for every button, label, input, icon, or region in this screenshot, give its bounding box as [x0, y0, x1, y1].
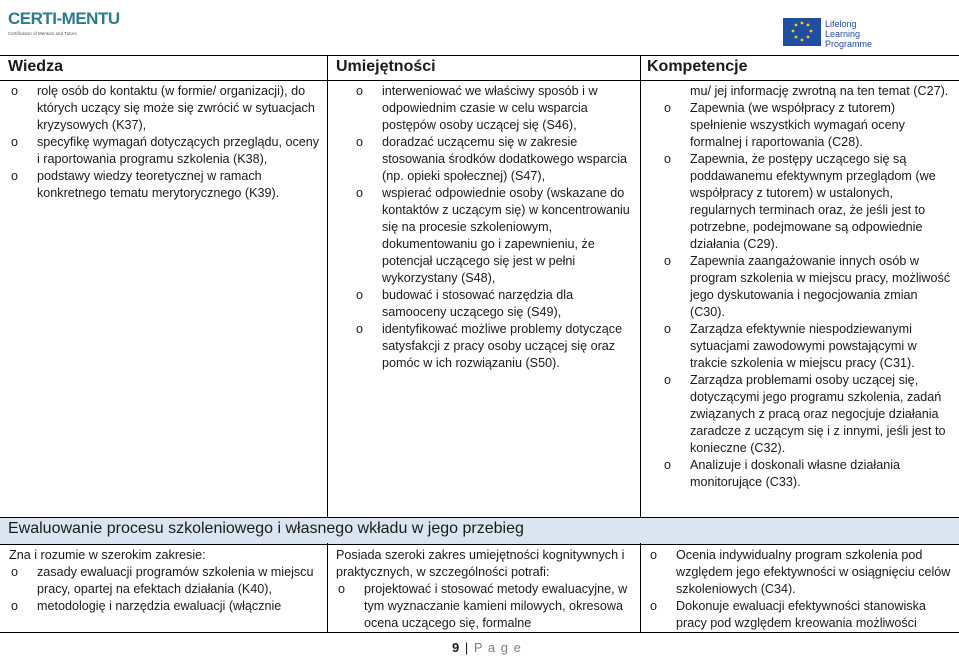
header-kompetencje: Kompetencje [647, 58, 748, 75]
column-divider-3 [327, 543, 328, 633]
eval-knowledge-column [9, 547, 323, 631]
list-item: o Dokonuje ewaluacji efektywności stanowiska pracy pod względem kreowania możliwości [648, 598, 954, 632]
list-item: o Ocenia indywidualny program szkolenia pod względem jego efektywności w osiągnięciu celów szkoleniowych (C34). [648, 547, 954, 598]
table-bottom-border [0, 632, 959, 633]
page-footer: 9 | P a g e [452, 640, 522, 655]
column-divider-1 [327, 55, 328, 517]
logo-line-1: Lifelong [825, 19, 857, 29]
eval-competences-column [648, 547, 954, 631]
lifelong-learning-programme-logo [783, 18, 879, 50]
list-item: o zasady ewaluacji programów szkolenia w miejscu pracy, opartej na efektach działania (K40), [9, 564, 323, 598]
list-item: o rolę osób do kontaktu (w formie/ organizacji), do których uczący się może się zwrócić w sytuacjach kryzysowych (K37), [9, 83, 321, 134]
logo-wordmark: CERTI-MENTU [8, 9, 120, 28]
eval-knowledge-intro: Zna i rozumie w szerokim zakresie: [9, 548, 206, 562]
list-item: o specyfikę wymagań dotyczących przeglądu, oceny i raportowania programu szkolenia (K38), [9, 134, 321, 168]
list-item: o wspierać odpowiednie osoby (wskazane do kontaktów z uczącym się) w koncentrowaniu się na procesie szkoleniowym, dokumentowaniu go i zapewnieniu, że potencjał uczącego się jest w pełni wykorzystany (S48), [354, 185, 636, 287]
section-title: Ewaluowanie procesu szkoleniowego i własnego wkładu w jego przebieg [8, 520, 524, 537]
certi-mentu-logo [6, 4, 120, 38]
knowledge-column [9, 83, 321, 202]
list-item: o interweniować we właściwy sposób i w odpowiednim czasie w celu wsparcia postępów osoby uczącej się (S46), [354, 83, 636, 134]
continued-text: mu/ jej informację zwrotną na ten temat (C27). [690, 84, 949, 98]
logo-subtitle: Certification of Mentors and Tutors [8, 31, 77, 36]
table-header-border [0, 80, 959, 81]
list-item: o Zapewnia, że postępy uczącego się są poddawanemu efektywnym przeglądom (we współpracy z tutorem) w ustalonych, regularnych terminach oraz, że jeśli jest to potrzebne, podejmowane są odpowiednie działania (C29). [662, 151, 954, 253]
skills-column [354, 83, 636, 372]
list-item: o Zapewnia zaangażowanie innych osób w program szkolenia w miejscu pracy, możliwość jego dyskutowania i negocjowania zmian (C30). [662, 253, 954, 321]
header-wiedza: Wiedza [8, 58, 63, 75]
list-item: o metodologię i narzędzia ewaluacji (włącznie [9, 598, 323, 615]
logo-line-3: Programme [825, 39, 873, 49]
eval-skills-column [336, 547, 636, 631]
header-umiejetnosci: Umiejętności [336, 58, 436, 75]
list-item: o podstawy wiedzy teoretycznej w ramach konkretnego tematu merytorycznego (K39). [9, 168, 321, 202]
list-item: o doradzać uczącemu się w zakresie stosowania środków dodatkowego wsparcia (np. opieki społecznej) (S47), [354, 134, 636, 185]
list-item: o projektować i stosować metody ewaluacyjne, w tym wyznaczanie kamieni milowych, okresowa ocena uczącego się, formalne [336, 581, 636, 632]
table-top-border [0, 55, 959, 56]
list-item: o Zarządza problemami osoby uczącej się, dotyczącymi jego programu szkolenia, zadań związanych z pracą oraz negocjuje działania zaradcze z uczącym się i z innymi, jeśli jest to konieczne (C32). [662, 372, 954, 457]
page-label: P a g e [473, 640, 522, 655]
competences-column [662, 83, 954, 491]
list-item: o budować i stosować narzędzia dla samooceny uczącego się (S49), [354, 287, 636, 321]
logo-line-2: Learning [825, 29, 861, 39]
column-divider-2 [640, 55, 641, 517]
list-item: o Zarządza efektywnie niespodziewanymi sytuacjami zawodowymi powstającymi w trakcie szkolenia w miejscu pracy (C31). [662, 321, 954, 372]
list-item: o Zapewnia (we współpracy z tutorem) spełnienie wszystkich wymagań oceny formalnej i raportowania (C28). [662, 100, 954, 151]
page-number: 9 [452, 640, 461, 655]
eval-skills-intro: Posiada szeroki zakres umiejętności kognitywnych i praktycznych, w szczególności potrafi: [336, 548, 625, 579]
column-divider-4 [640, 543, 641, 633]
list-item: o identyfikować możliwe problemy dotyczące satysfakcji z pracy osoby uczącej się oraz pomóc w ich rozwiązaniu (S50). [354, 321, 636, 372]
list-item: o Analizuje i doskonali własne działania monitorujące (C33). [662, 457, 954, 491]
